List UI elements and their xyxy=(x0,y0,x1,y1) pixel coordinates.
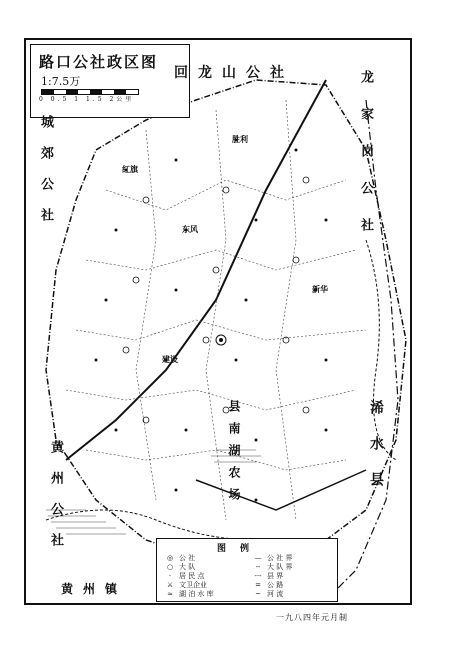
neighbor-bottom-left-label: 黄州公社 xyxy=(48,440,63,564)
legend-item: · 居 民 点 xyxy=(168,572,205,580)
county-label: 浠水县 xyxy=(368,400,384,508)
neighbor-right-label: 龙家岗公社 xyxy=(358,70,373,255)
river xyxy=(46,510,256,540)
brigade-boundaries xyxy=(66,100,366,520)
farm-label: 县南湖农场 xyxy=(227,400,241,510)
neighbor-bottom-label: 黄州镇 xyxy=(61,582,128,596)
map-artwork xyxy=(26,40,410,603)
map-frame xyxy=(24,38,412,605)
scale-ticks: 0 0.5 1 1.5 2公里 xyxy=(39,96,135,103)
legend-item: ≈ 湖 泊 水 库 xyxy=(167,590,214,598)
legend-item: -- 大 队 界 xyxy=(255,563,293,571)
place-label: 新华 xyxy=(312,284,328,294)
legend-item: ◎ 公 社 xyxy=(166,554,196,562)
production-date: 一九八四年元月制 xyxy=(276,613,348,622)
place-label: 东风 xyxy=(182,224,198,234)
place-label: 胜利 xyxy=(232,134,248,144)
map-legend xyxy=(156,538,338,602)
legend-item: ○ 大 队 xyxy=(166,563,196,571)
title-box xyxy=(30,44,190,118)
legend-item: -·- 县 界 xyxy=(254,572,284,580)
legend-item: ⚔ 文卫企业 xyxy=(166,581,207,589)
legend-title: 图例 xyxy=(217,544,264,554)
highway xyxy=(196,470,366,510)
neighbor-left-label: 城郊公社 xyxy=(38,115,53,239)
legend-item: ~ 河 流 xyxy=(255,590,284,598)
legend-item: = 公 路 xyxy=(255,581,284,589)
neighbor-top-label: 回龙山公社 xyxy=(174,65,294,81)
commune-seat-marker xyxy=(216,335,226,345)
highway xyxy=(66,80,326,460)
legend-item: — 公 社 界 xyxy=(254,554,293,562)
place-label: 红旗 xyxy=(122,164,138,174)
map-title: 路口公社政区图 xyxy=(39,53,159,71)
scale-text: 1:7.5万 xyxy=(41,75,81,88)
place-label: 建设 xyxy=(162,354,178,364)
